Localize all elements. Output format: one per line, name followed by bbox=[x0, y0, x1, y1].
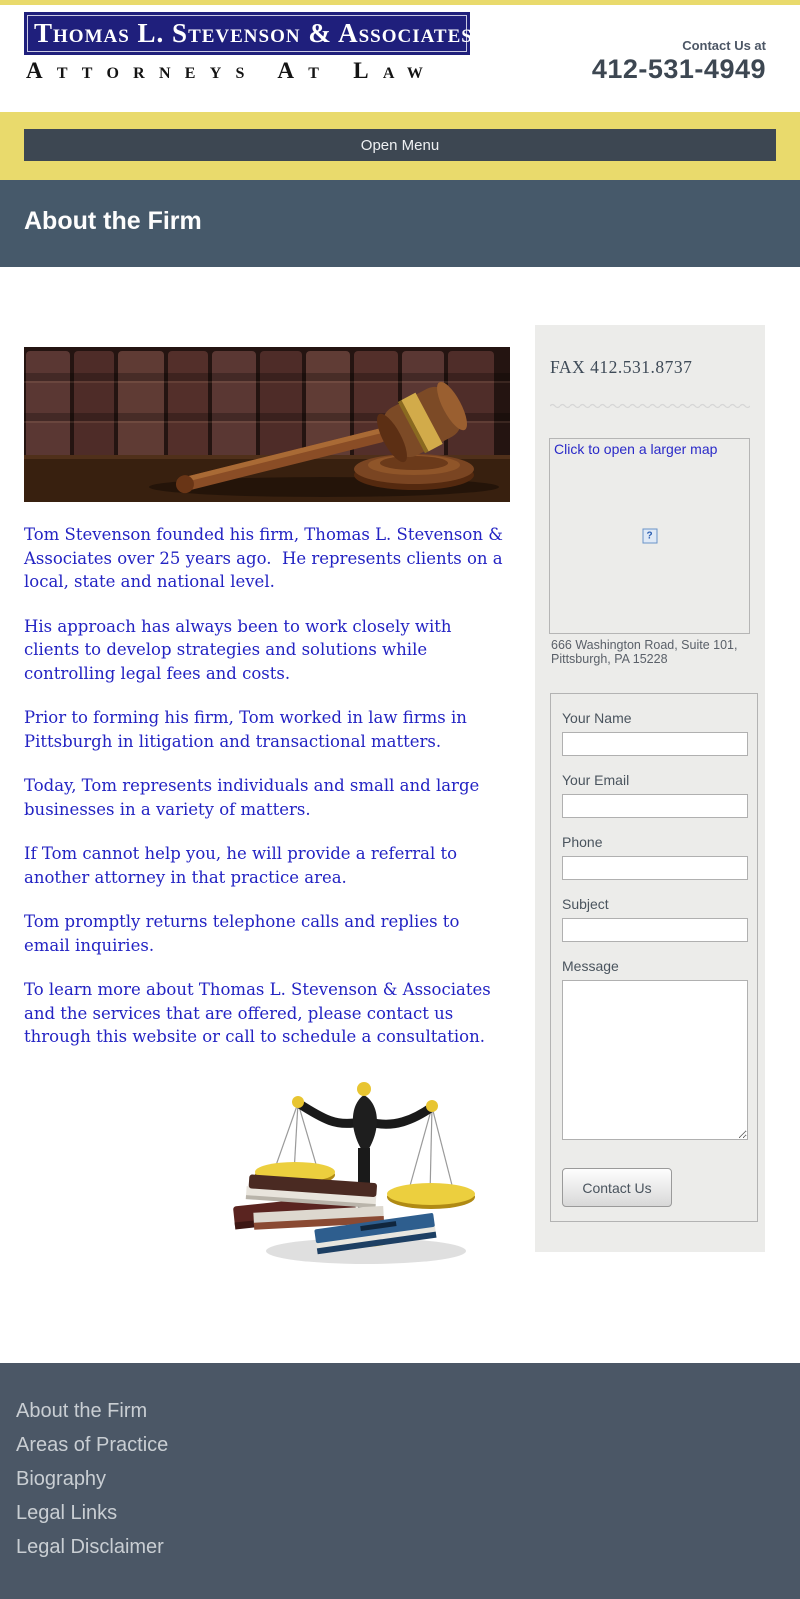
wavy-divider bbox=[550, 402, 750, 410]
firm-logo-box bbox=[24, 12, 473, 55]
message-field-label: Message bbox=[562, 958, 619, 974]
phone-number: 412-531-4949 bbox=[591, 54, 766, 84]
page-title: About the Firm bbox=[24, 207, 202, 235]
page-banner bbox=[0, 180, 800, 267]
sidebar bbox=[535, 325, 765, 1252]
main-content bbox=[0, 267, 800, 1363]
article-paragraph: Tom Stevenson founded his firm, Thomas L. Stevenson & Associates over 25 years ago. He represents clients on a local, state and national level. bbox=[24, 525, 509, 591]
scales-of-justice-clipart bbox=[216, 1073, 481, 1273]
article-paragraph: Prior to forming his firm, Tom worked in law firms in Pittsburgh in litigation and transactional matters. bbox=[24, 708, 473, 751]
footer-link-legal-disclaimer[interactable]: Legal Disclaimer bbox=[16, 1536, 164, 1558]
firm-tagline: Attorneys At Law bbox=[26, 58, 438, 83]
footer-item bbox=[16, 1531, 784, 1565]
footer-item bbox=[16, 1395, 784, 1429]
name-field[interactable] bbox=[562, 732, 748, 756]
address-line-1: 666 Washington Road, Suite 101, bbox=[551, 638, 738, 652]
footer bbox=[0, 1363, 800, 1599]
header-contact bbox=[592, 38, 766, 85]
article-paragraph: If Tom cannot help you, he will provide a referral to another attorney in that practice area. bbox=[24, 844, 463, 887]
contact-form bbox=[550, 693, 758, 1222]
phone-field[interactable] bbox=[562, 856, 748, 880]
subject-field-label: Subject bbox=[562, 896, 609, 912]
footer-link-legal-links[interactable]: Legal Links bbox=[16, 1502, 118, 1524]
article-paragraph: Tom promptly returns telephone calls and replies to email inquiries. bbox=[24, 912, 465, 955]
open-menu-button[interactable]: Open Menu bbox=[24, 129, 776, 161]
phone-field-label: Phone bbox=[562, 834, 603, 850]
map-embed bbox=[549, 438, 750, 634]
broken-image-icon: ? bbox=[642, 529, 657, 544]
footer-link-about-the-firm[interactable]: About the Firm bbox=[16, 1400, 148, 1422]
footer-item bbox=[16, 1463, 784, 1497]
article-column bbox=[24, 267, 510, 1273]
article-paragraph: Today, Tom represents individuals and small and large businesses in a variety of matters. bbox=[24, 776, 485, 819]
email-field[interactable] bbox=[562, 794, 748, 818]
message-field[interactable] bbox=[562, 980, 748, 1140]
open-larger-map-link[interactable]: Click to open a larger map bbox=[554, 441, 718, 457]
footer-item bbox=[16, 1429, 784, 1463]
address-line-2: Pittsburgh, PA 15228 bbox=[551, 652, 668, 666]
subject-field[interactable] bbox=[562, 918, 748, 942]
footer-link-biography[interactable]: Biography bbox=[16, 1468, 107, 1490]
article-paragraph: To learn more about Thomas L. Stevenson & Associates and the services that are offered, please contact us through this website or call to schedule a consultation. bbox=[24, 980, 496, 1046]
article-paragraph: His approach has always been to work closely with clients to develop strategies and solutions while controlling legal fees and costs. bbox=[24, 616, 457, 683]
name-field-label: Your Name bbox=[562, 710, 632, 726]
contact-us-submit-button[interactable]: Contact Us bbox=[562, 1168, 672, 1207]
footer-item bbox=[16, 1497, 784, 1531]
firm-name: Thomas L. Stevenson & Associates bbox=[27, 15, 467, 52]
menu-band bbox=[0, 112, 800, 180]
footer-nav bbox=[16, 1395, 784, 1565]
fax-number: FAX 412.531.8737 bbox=[550, 357, 693, 377]
email-field-label: Your Email bbox=[562, 772, 630, 788]
gavel-law-books-photo bbox=[24, 347, 510, 502]
footer-link-areas-of-practice[interactable]: Areas of Practice bbox=[16, 1434, 169, 1456]
firm-logo[interactable] bbox=[24, 12, 473, 84]
site-header bbox=[0, 5, 800, 112]
street-address bbox=[551, 638, 750, 666]
contact-us-label: Contact Us at bbox=[682, 38, 766, 53]
